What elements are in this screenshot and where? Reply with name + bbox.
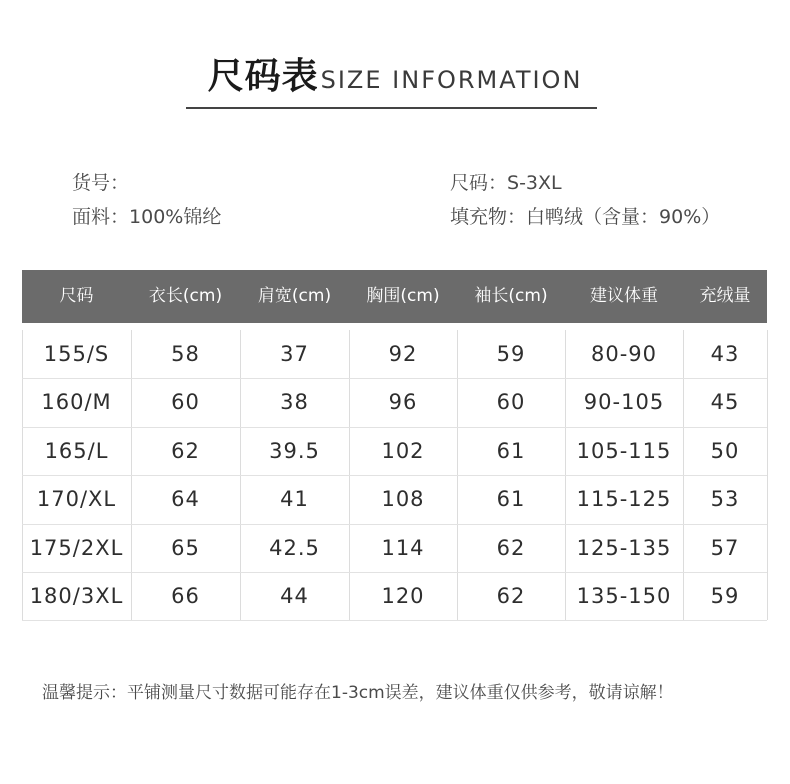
table-cell: 38	[280, 390, 309, 414]
table-cell: 61	[496, 439, 526, 463]
table-edge	[767, 330, 768, 620]
title	[0, 48, 790, 99]
table-cell: 64	[171, 487, 200, 511]
table-cell: 44	[280, 584, 309, 608]
info-filling	[450, 202, 720, 229]
table-cell: 58	[171, 342, 200, 366]
size-range-label: 尺码：	[450, 172, 508, 194]
title-underline	[186, 107, 597, 109]
table-row	[22, 330, 767, 378]
measurement-note: 温馨提示：平铺测量尺寸数据可能存在1-3cm误差，建议体重仅供参考，敬请谅解！	[42, 683, 674, 703]
table-cell: 115-125	[576, 487, 672, 511]
title-en: SIZE INFORMATION	[320, 66, 583, 94]
size-range-value: S-3XL	[507, 172, 562, 194]
fabric-value: 100%锦纶	[129, 206, 222, 228]
table-cell: 59	[496, 342, 526, 366]
title-cn: 尺码表	[207, 56, 319, 97]
table-cell: 60	[171, 390, 200, 414]
table-cell: 50	[710, 439, 740, 463]
table-cell: 60	[496, 390, 526, 414]
fabric-label: 面料：	[72, 206, 130, 228]
size-table-header	[22, 270, 767, 323]
table-cell: 65	[171, 536, 200, 560]
table-cell: 57	[710, 536, 740, 560]
info-item-no	[72, 168, 129, 195]
info-fabric	[72, 202, 221, 229]
column-header: 袖长(cm)	[474, 286, 548, 306]
table-cell: 41	[280, 487, 309, 511]
table-cell: 114	[381, 536, 425, 560]
table-cell: 62	[496, 584, 526, 608]
table-bottom-edge	[22, 620, 767, 621]
table-cell: 120	[381, 584, 425, 608]
table-cell: 45	[710, 390, 740, 414]
table-cell: 39.5	[269, 439, 320, 463]
table-row	[22, 427, 767, 475]
column-header: 衣长(cm)	[148, 286, 223, 306]
row-divider	[22, 475, 767, 476]
table-cell: 125-135	[576, 536, 672, 560]
table-cell: 62	[171, 439, 200, 463]
table-cell: 105-115	[576, 439, 672, 463]
table-cell: 92	[388, 342, 418, 366]
item-no-label: 货号：	[72, 172, 130, 194]
row-divider	[22, 378, 767, 379]
column-header: 充绒量	[699, 286, 751, 306]
filling-label: 填充物：	[450, 206, 527, 228]
table-row	[22, 572, 767, 620]
table-cell: 37	[280, 342, 309, 366]
table-cell: 59	[710, 584, 740, 608]
row-divider	[22, 572, 767, 573]
column-header: 肩宽(cm)	[257, 286, 332, 306]
table-cell: 66	[171, 584, 200, 608]
table-cell: 90-105	[583, 390, 665, 414]
table-cell: 175/2XL	[29, 536, 124, 560]
table-row	[22, 475, 767, 523]
table-cell: 160/M	[41, 390, 112, 414]
row-divider	[22, 427, 767, 428]
filling-value: 白鸭绒（含量：90%）	[526, 206, 721, 228]
table-cell: 155/S	[43, 342, 110, 366]
table-row	[22, 524, 767, 572]
info-size-range	[450, 168, 562, 195]
table-cell: 165/L	[44, 439, 109, 463]
row-divider	[22, 524, 767, 525]
table-cell: 43	[710, 342, 740, 366]
column-header: 尺码	[59, 286, 94, 306]
table-cell: 62	[496, 536, 526, 560]
table-cell: 180/3XL	[29, 584, 124, 608]
table-cell: 96	[388, 390, 418, 414]
table-cell: 61	[496, 487, 526, 511]
table-cell: 108	[381, 487, 425, 511]
table-cell: 80-90	[590, 342, 658, 366]
table-cell: 53	[710, 487, 740, 511]
column-header: 胸围(cm)	[366, 286, 440, 306]
table-cell: 170/XL	[36, 487, 117, 511]
table-cell: 42.5	[269, 536, 320, 560]
table-cell: 102	[381, 439, 425, 463]
column-header: 建议体重	[590, 286, 658, 306]
table-cell: 135-150	[576, 584, 672, 608]
table-row	[22, 378, 767, 426]
